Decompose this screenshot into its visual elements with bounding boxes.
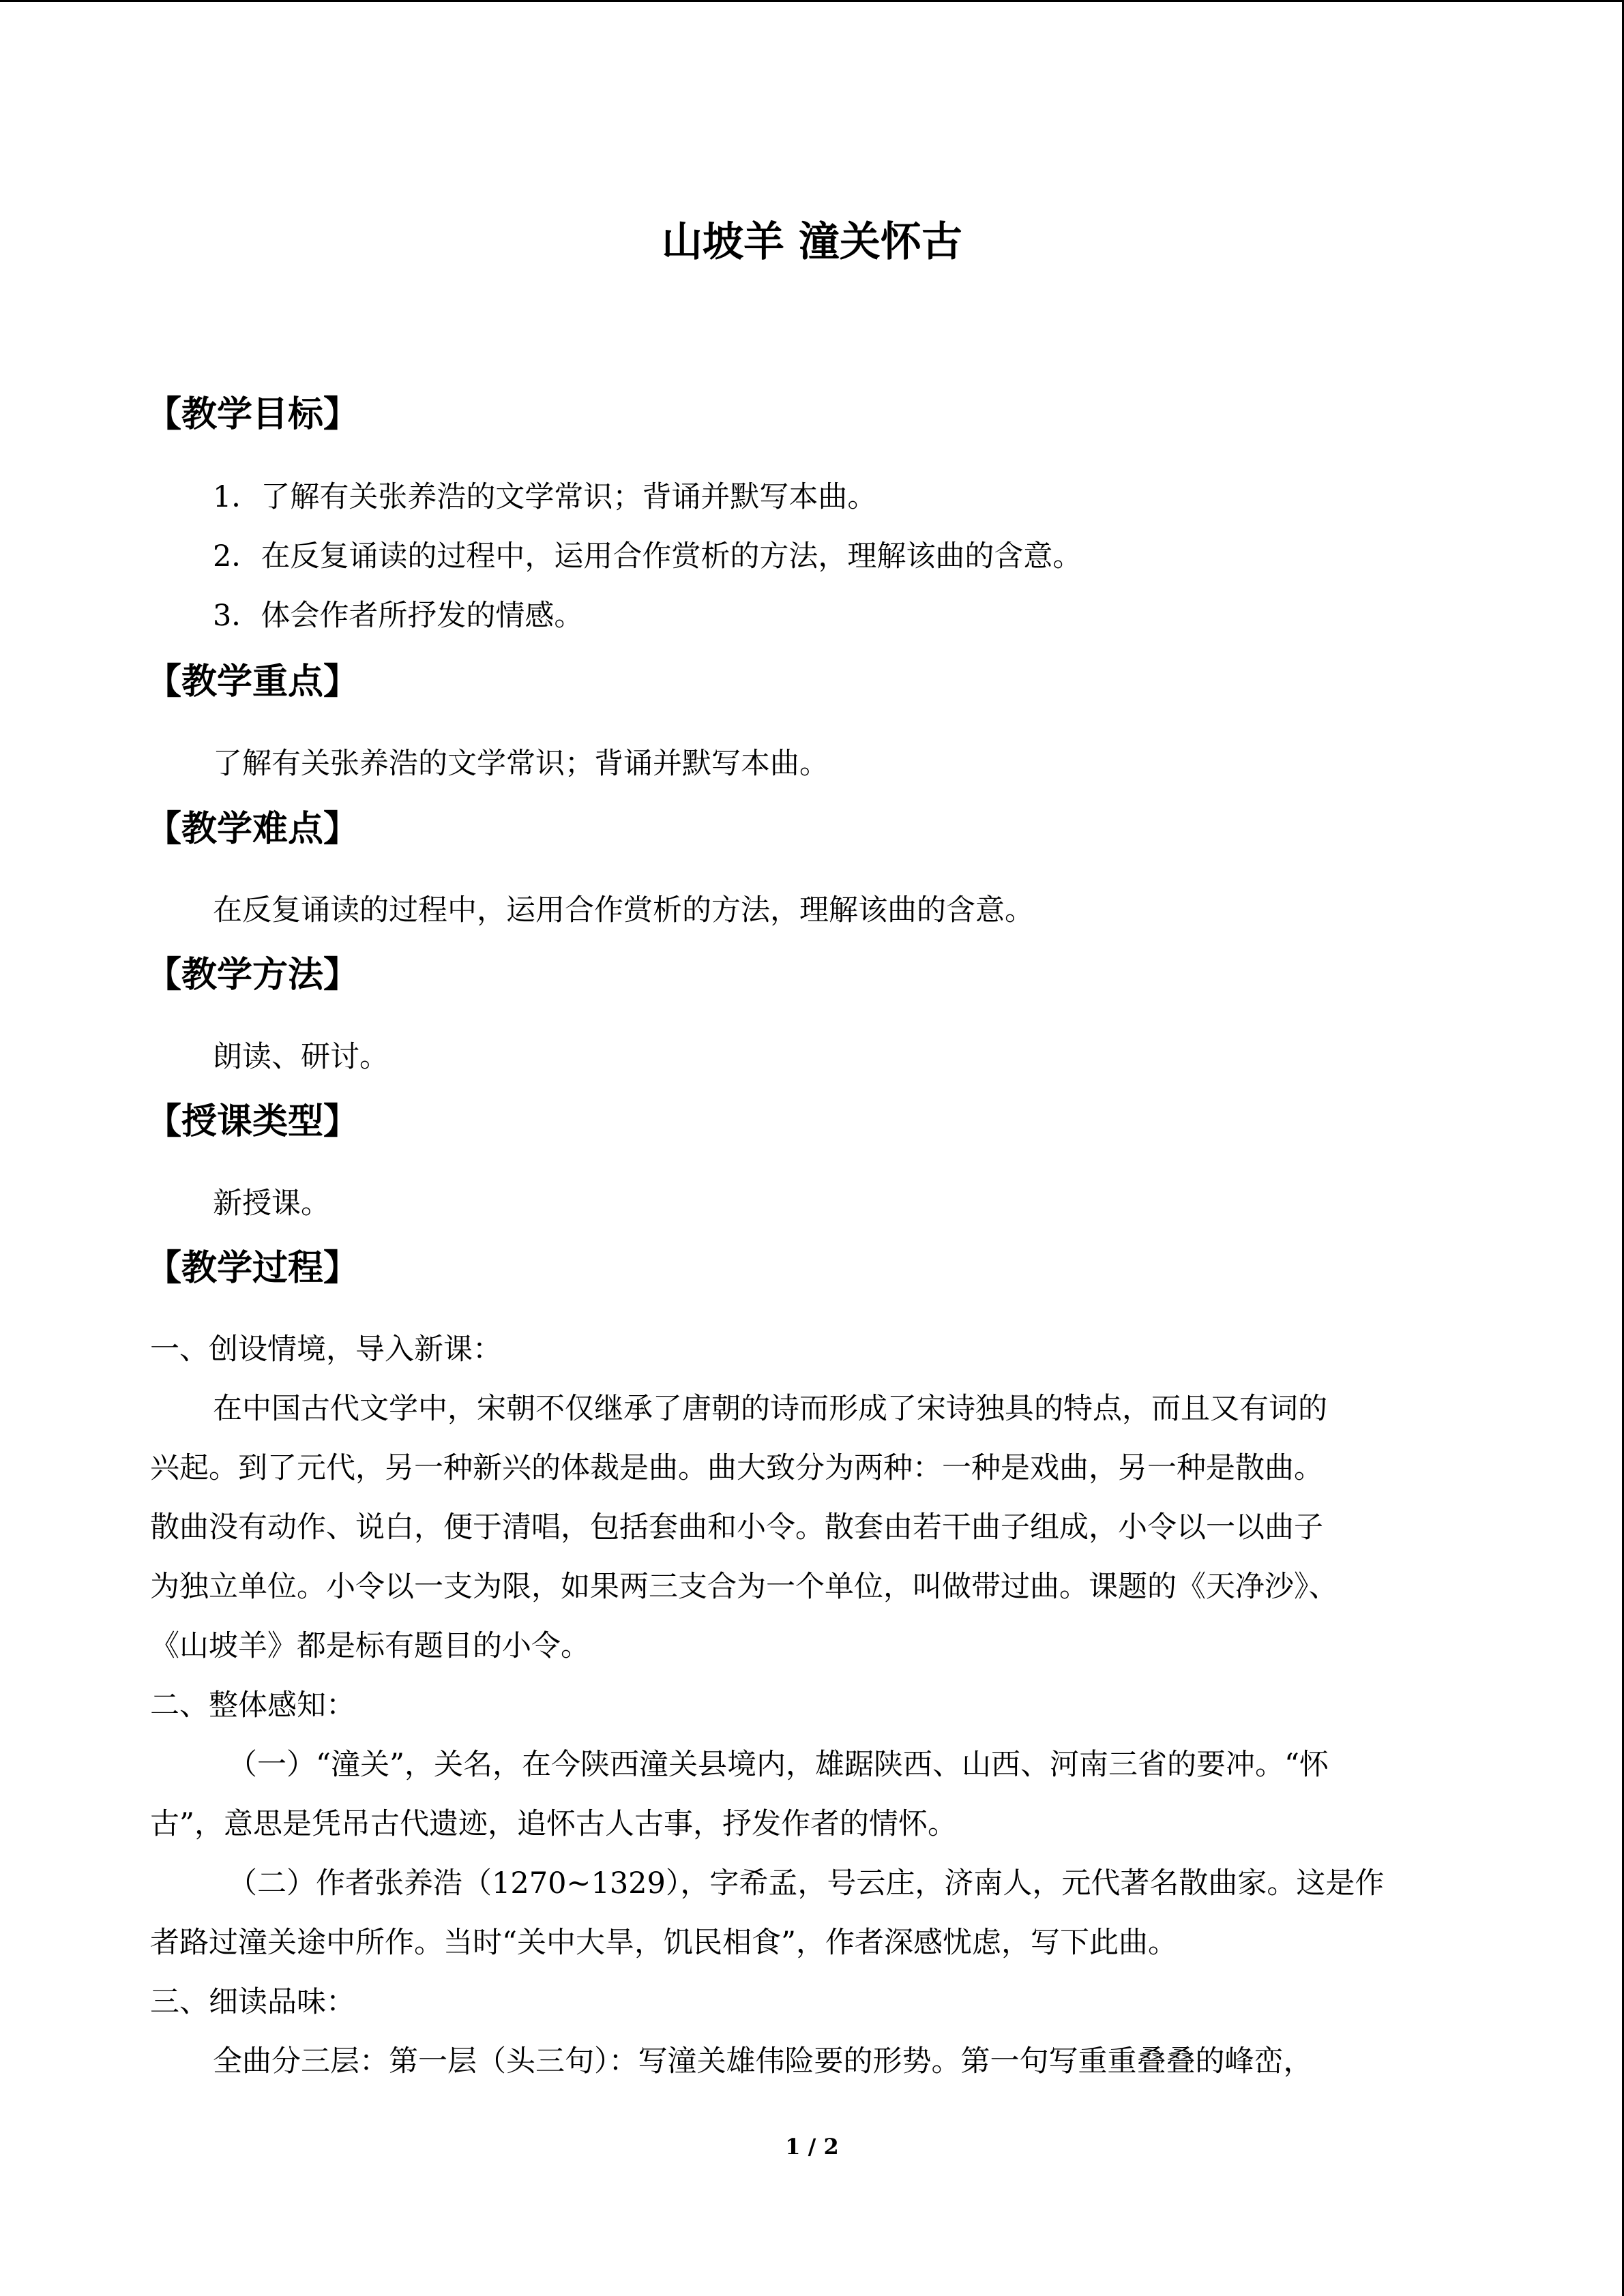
heading-difficulties: 【教学难点】 [146,809,359,850]
step1-title: 一、创设情境，导入新课： [150,1332,502,1367]
step1-line-4: 为独立单位。小令以一支为限，如果两三支合为一个单位，叫做带过曲。课题的《天净沙》、 [150,1570,1338,1604]
lesson-type-text: 新授课。 [213,1187,330,1221]
step2-para2-line-1: （二）作者张养浩（1270~1329），字希孟，号云庄，济南人，元代著名散曲家。这是作 [228,1866,1385,1900]
objective-item-1: 1．了解有关张养浩的文学常识；背诵并默写本曲。 [213,480,877,514]
heading-key-points: 【教学重点】 [146,661,359,702]
methods-text: 朗读、研讨。 [213,1040,389,1074]
step2-para2-line-2: 者路过潼关途中所作。当时“关中大旱，饥民相食”，作者深感忧虑，写下此曲。 [150,1926,1177,1960]
step1-line-5: 《山坡羊》都是标有题目的小令。 [150,1629,590,1663]
step3-line-1: 全曲分三层：第一层（头三句）：写潼关雄伟险要的形势。第一句写重重叠叠的峰峦， [213,2044,1313,2078]
step1-line-1: 在中国古代文学中，宋朝不仅继承了唐朝的诗而形成了宋诗独具的特点，而且又有词的 [213,1392,1327,1426]
heading-methods: 【教学方法】 [146,955,359,996]
page-number: 1 / 2 [785,2134,839,2160]
objective-item-3: 3．体会作者所抒发的情感。 [213,599,584,633]
step3-title: 三、细读品味： [150,1985,355,2019]
step2-para1-line-1: （一）“潼关”，关名，在今陕西潼关县境内，雄踞陕西、山西、河南三省的要冲。“怀 [228,1748,1329,1782]
step1-line-2: 兴起。到了元代，另一种新兴的体裁是曲。曲大致分为两种：一种是戏曲，另一种是散曲。 [150,1451,1323,1485]
step2-title: 二、整体感知： [150,1688,355,1723]
heading-process: 【教学过程】 [146,1248,359,1289]
step1-line-3: 散曲没有动作、说白，便于清唱，包括套曲和小令。散套由若干曲子组成，小令以一以曲子 [150,1510,1323,1545]
heading-lesson-type: 【授课类型】 [146,1101,359,1142]
key-points-text: 了解有关张养浩的文学常识；背诵并默写本曲。 [213,747,829,781]
difficulties-text: 在反复诵读的过程中，运用合作赏析的方法，理解该曲的含意。 [213,893,1034,927]
document-title: 山坡羊 潼关怀古 [662,218,962,266]
objective-item-2: 2．在反复诵读的过程中，运用合作赏析的方法，理解该曲的含意。 [213,539,1082,573]
heading-objectives: 【教学目标】 [146,394,359,435]
step2-para1-line-2: 古”，意思是凭吊古代遗迹，追怀古人古事，抒发作者的情怀。 [150,1807,957,1841]
